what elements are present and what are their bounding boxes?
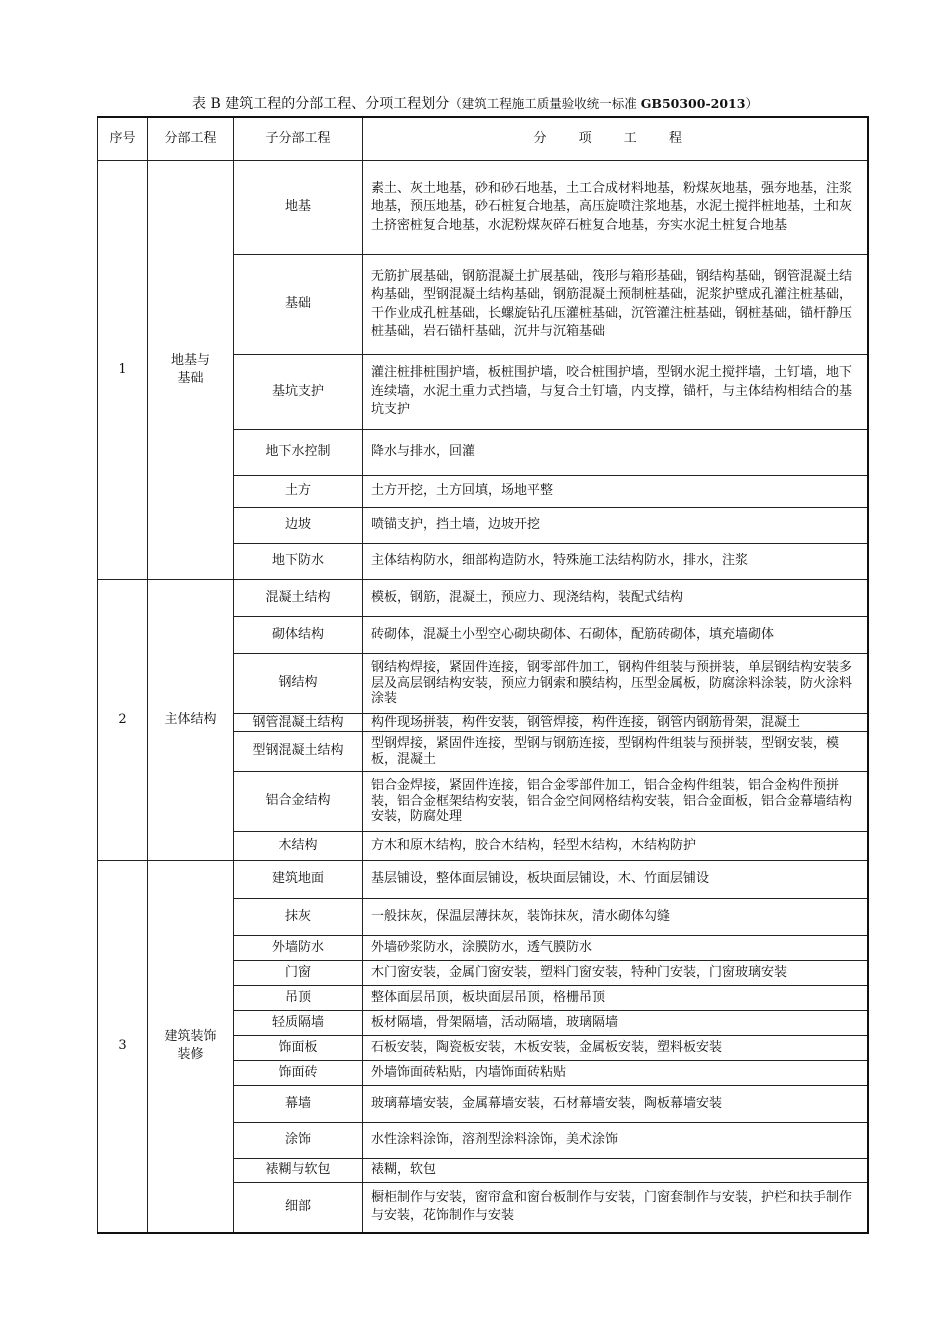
group-part [148,580,234,861]
subpart-cell: 抹灰 [234,899,363,936]
subpart-cell: 门窗 [234,961,363,986]
subpart-cell: 铝合金结构 [234,772,363,832]
items-cell: 构件现场拼装，构件安装，钢管焊接，构件连接，钢管内钢筋骨架，混凝土 [363,714,868,732]
table-row [98,580,868,617]
group-no: 1 [98,161,148,580]
caption-standard-code: GB50300-2013 [640,96,746,111]
subpart-cell: 砌体结构 [234,617,363,654]
items-cell: 素土、灰土地基，砂和砂石地基，土工合成材料地基，粉煤灰地基，强夯地基，注浆地基，预压地基，砂石桩复合地基，高压旋喷注浆地基，水泥土搅拌桩地基，土和灰土挤密桩复合地基，水泥粉煤灰碎石桩复合地基，夯实水泥土桩复合地基 [363,161,868,255]
items-cell: 钢结构焊接，紧固件连接，钢零部件加工，钢构件组装与预拼装，单层钢结构安装多层及高层钢结构安装，预应力钢索和膜结构，压型金属板，防腐涂料涂装，防火涂料涂装 [363,654,868,714]
subpart-cell: 幕墙 [234,1086,363,1123]
items-cell: 木门窗安装，金属门窗安装，塑料门窗安装，特种门安装，门窗玻璃安装 [363,961,868,986]
subpart-cell: 建筑地面 [234,861,363,899]
items-cell: 一般抹灰，保温层薄抹灰，装饰抹灰，清水砌体勾缝 [363,899,868,936]
group-no: 2 [98,580,148,861]
table-caption [0,94,950,114]
items-cell: 喷锚支护，挡土墙，边坡开挖 [363,508,868,544]
items-cell: 水性涂料涂饰，溶剂型涂料涂饰，美术涂饰 [363,1123,868,1159]
items-cell: 玻璃幕墙安装，金属幕墙安装，石材幕墙安装，陶板幕墙安装 [363,1086,868,1123]
items-cell: 外墙饰面砖粘贴，内墙饰面砖粘贴 [363,1061,868,1086]
header-row [98,117,868,161]
subpart-cell: 地下水控制 [234,430,363,476]
items-cell: 模板，钢筋，混凝土，预应力、现浇结构，装配式结构 [363,580,868,617]
subpart-cell: 混凝土结构 [234,580,363,617]
items-cell: 无筋扩展基础，钢筋混凝土扩展基础，筏形与箱形基础，钢结构基础，钢管混凝土结构基础，型钢混凝土结构基础，钢筋混凝土预制桩基础，泥浆护壁成孔灌注桩基础，干作业成孔桩基础，长螺旋钻孔压灌桩基础，沉管灌注桩基础，钢桩基础，锚杆静压桩基础，岩石锚杆基础，沉井与沉箱基础 [363,255,868,355]
header-part: 分部工程 [148,117,234,161]
group-part-label: 建筑装饰装修 [164,1028,217,1063]
group-no: 3 [98,861,148,1233]
caption-note-suffix: ） [745,96,758,111]
subpart-cell: 外墙防水 [234,936,363,961]
division-table [97,116,869,1234]
header-subpart: 子分部工程 [234,117,363,161]
items-cell: 主体结构防水，细部构造防水，特殊施工法结构防水，排水，注浆 [363,544,868,580]
subpart-cell: 边坡 [234,508,363,544]
items-cell: 型钢焊接，紧固件连接，型钢与钢筋连接，型钢构件组装与预拼装，型钢安装，模板，混凝土 [363,732,868,772]
items-cell: 整体面层吊顶，板块面层吊顶，格栅吊顶 [363,986,868,1011]
group-part [148,861,234,1233]
items-cell: 土方开挖，土方回填，场地平整 [363,476,868,508]
subpart-cell: 钢结构 [234,654,363,714]
header-items: 分 项 工 程 [363,117,868,161]
items-cell: 基层铺设，整体面层铺设，板块面层铺设，木、竹面层铺设 [363,861,868,899]
subpart-cell: 裱糊与软包 [234,1159,363,1183]
caption-note-prefix: （建筑工程施工质量验收统一标准 [449,96,641,111]
subpart-cell: 地基 [234,161,363,255]
subpart-cell: 地下防水 [234,544,363,580]
table-row [98,161,868,255]
subpart-cell: 吊顶 [234,986,363,1011]
subpart-cell: 饰面砖 [234,1061,363,1086]
subpart-cell: 基坑支护 [234,355,363,430]
caption-title: 表 B 建筑工程的分部工程、分项工程划分 [192,96,450,112]
subpart-cell: 涂饰 [234,1123,363,1159]
subpart-cell: 轻质隔墙 [234,1011,363,1036]
items-cell: 石板安装，陶瓷板安装，木板安装，金属板安装，塑料板安装 [363,1036,868,1061]
group-part-label: 地基与基础 [170,352,210,386]
items-cell: 橱柜制作与安装，窗帘盒和窗台板制作与安装，门窗套制作与安装，护栏和扶手制作与安装，花饰制作与安装 [363,1183,868,1233]
items-cell: 外墙砂浆防水，涂膜防水，透气膜防水 [363,936,868,961]
items-cell: 砖砌体，混凝土小型空心砌块砌体、石砌体，配筋砖砌体，填充墙砌体 [363,617,868,654]
group-part-label: 主体结构 [164,711,217,727]
header-no: 序号 [98,117,148,161]
subpart-cell: 钢管混凝土结构 [234,714,363,732]
subpart-cell: 土方 [234,476,363,508]
group-part [148,161,234,580]
items-cell: 铝合金焊接，紧固件连接，铝合金零部件加工，铝合金构件组装，铝合金构件预拼装，铝合金框架结构安装，铝合金空间网格结构安装，铝合金面板，铝合金幕墙结构安装，防腐处理 [363,772,868,832]
items-cell: 方木和原木结构，胶合木结构，轻型木结构，木结构防护 [363,832,868,861]
items-cell: 裱糊，软包 [363,1159,868,1183]
subpart-cell: 细部 [234,1183,363,1233]
items-cell: 板材隔墙，骨架隔墙，活动隔墙，玻璃隔墙 [363,1011,868,1036]
subpart-cell: 基础 [234,255,363,355]
subpart-cell: 饰面板 [234,1036,363,1061]
subpart-cell: 木结构 [234,832,363,861]
items-cell: 降水与排水，回灌 [363,430,868,476]
items-cell: 灌注桩排桩围护墙，板桩围护墙，咬合桩围护墙，型钢水泥土搅拌墙，土钉墙，地下连续墙，水泥土重力式挡墙，与复合土钉墙，内支撑，锚杆，与主体结构相结合的基坑支护 [363,355,868,430]
table-row [98,861,868,899]
subpart-cell: 型钢混凝土结构 [234,732,363,772]
